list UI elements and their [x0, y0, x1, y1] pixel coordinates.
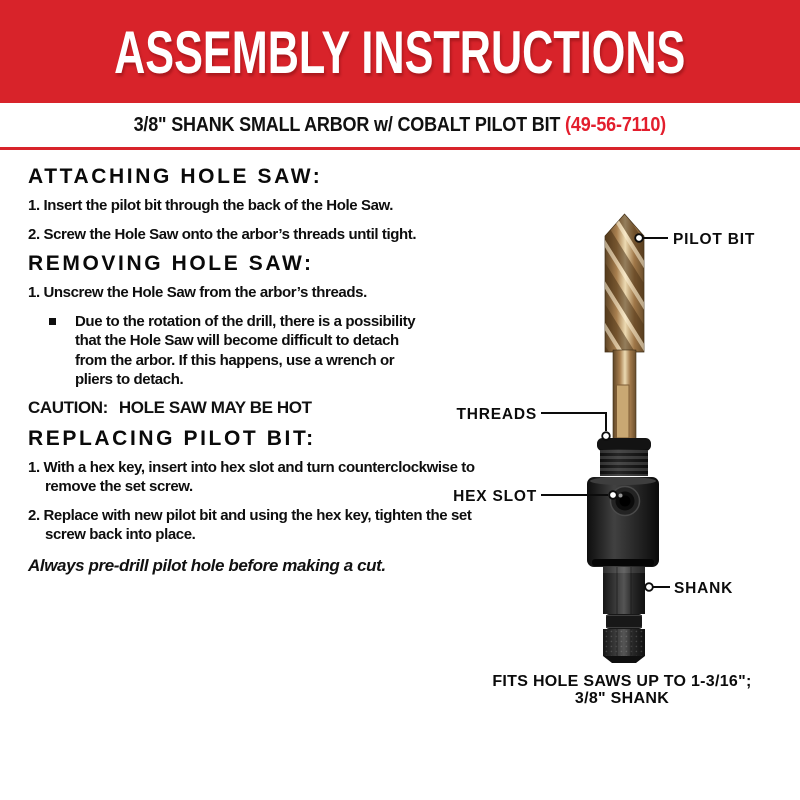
- callout-shank: [645, 580, 733, 597]
- heading-replacing-pilot-bit: REPLACING PILOT BIT:: [28, 426, 316, 450]
- product-name: 3/8" SHANK SMALL ARBOR w/ COBALT PILOT BIT: [133, 113, 561, 136]
- label-threads: THREADS: [456, 406, 537, 423]
- threads-graphic: [600, 449, 648, 476]
- attaching-step-2: 2. Screw the Hole Saw onto the arbor’s threads until tight.: [28, 225, 417, 243]
- caution-line: [28, 399, 480, 417]
- caution-label: CAUTION:: [28, 397, 108, 417]
- pilot-bit-graphic: [605, 214, 644, 442]
- product-subtitle: [134, 114, 666, 137]
- replacing-step-1: 1. With a hex key, insert into hex slot and turn counterclockwise to remove the set screw.: [28, 458, 475, 495]
- heading-removing-hole-saw: REMOVING HOLE SAW:: [28, 252, 314, 275]
- label-pilot-bit: PILOT BIT: [673, 231, 756, 248]
- callout-dot-icon: [609, 491, 617, 499]
- label-shank: SHANK: [674, 580, 734, 597]
- arbor-diagram-image: [440, 190, 800, 710]
- footnote: Always pre-drill pilot hole before making a cut.: [28, 555, 386, 575]
- removing-note: Due to the rotation of the drill, there is a possibility that the Hole Saw will become difficult to detach from the arbor. If this happens, use a wrench or pliers to detach.: [75, 312, 416, 388]
- shank-graphic: [603, 567, 645, 663]
- instructions-column: [28, 166, 480, 576]
- product-diagram: [440, 190, 800, 710]
- banner: [0, 0, 800, 103]
- caution-text: HOLE SAW MAY BE HOT: [118, 397, 312, 417]
- removing-step-1: 1. Unscrew the Hole Saw from the arbor’s threads.: [28, 284, 367, 301]
- arbor-body-graphic: [587, 477, 659, 567]
- divider-rule: [0, 147, 800, 150]
- heading-attaching-hole-saw: ATTACHING HOLE SAW:: [28, 165, 323, 188]
- replacing-step-2: 2. Replace with new pilot bit and using the hex key, tighten the set screw back into place.: [28, 506, 472, 543]
- callout-threads: [456, 406, 609, 440]
- callout-dot-icon: [635, 234, 643, 242]
- removing-note-row: [28, 312, 480, 390]
- caption-line-2: 3/8" SHANK: [574, 690, 670, 707]
- caption-line-1: FITS HOLE SAWS UP TO 1-3/16";: [492, 673, 752, 690]
- diagram-caption: [436, 673, 800, 707]
- callout-dot-icon: [602, 432, 610, 440]
- callout-pilot-bit: [635, 231, 755, 248]
- callout-dot-icon: [645, 583, 653, 591]
- part-number: (49-56-7110): [565, 113, 667, 136]
- square-bullet-icon: [49, 318, 56, 325]
- subtitle-bar: [0, 103, 800, 147]
- attaching-step-1: 1. Insert the pilot bit through the back of the Hole Saw.: [28, 197, 394, 214]
- page-title: ASSEMBLY INSTRUCTIONS: [114, 18, 686, 86]
- label-hex-slot: HEX SLOT: [453, 488, 537, 505]
